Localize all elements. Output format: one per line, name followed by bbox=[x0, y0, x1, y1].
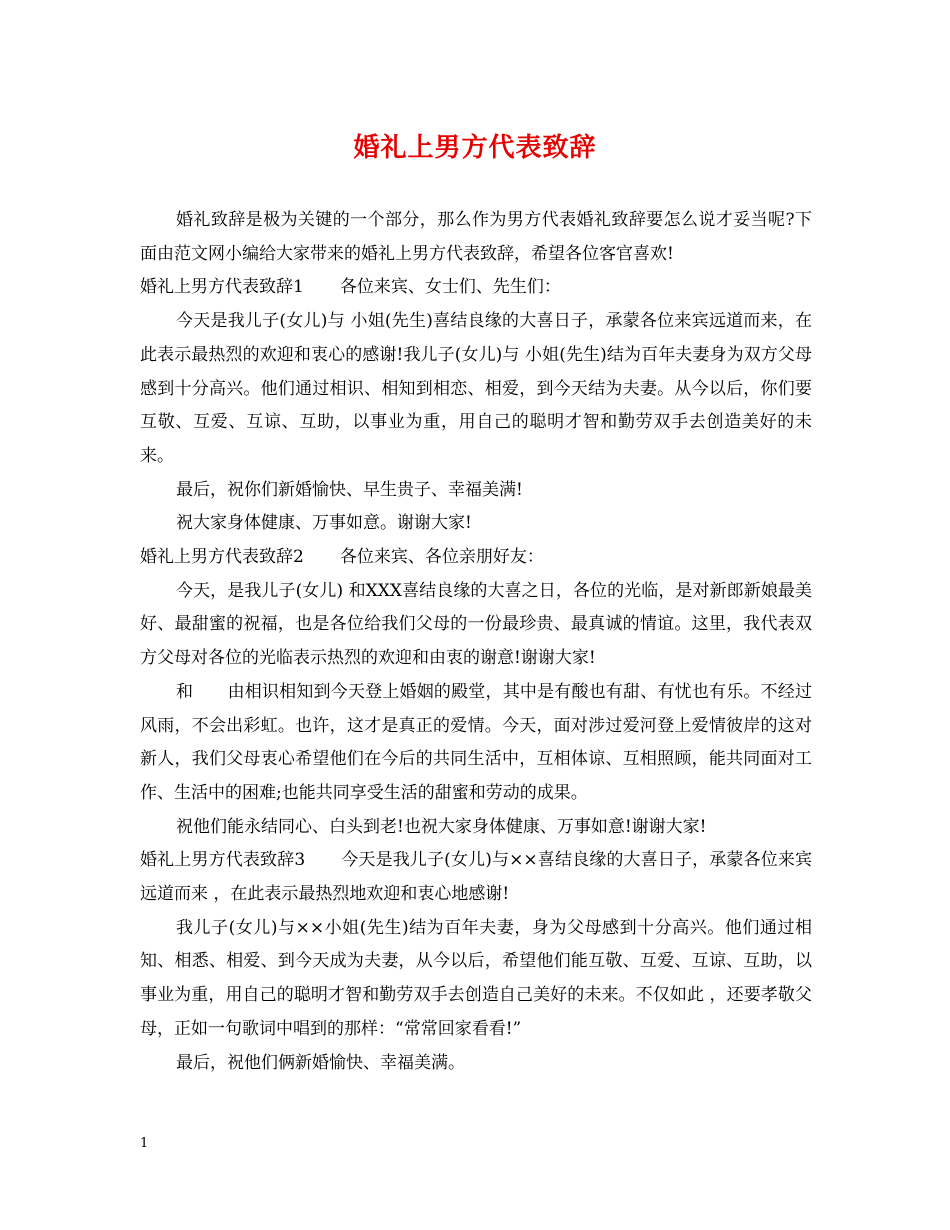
body-paragraph: 今天，是我儿子(女儿) 和XXX喜结良缘的大喜之日，各位的光临，是对新郎新娘最美好、最甜蜜的祝福，也是各位给我们父母的一份最珍贵、最真诚的情谊。这里，我代表双方父母对各位的光临表示热烈的欢迎和由衷的谢意!谢谢大家! bbox=[140, 580, 812, 669]
section-heading: 婚礼上男方代表致辞1 bbox=[140, 277, 304, 298]
section-heading: 婚礼上男方代表致辞3 bbox=[140, 850, 306, 871]
section-greeting: 今天是我儿子(女儿)与××喜结良缘的大喜日子，承蒙各位来宾远道而来 ，在此表示最热烈地欢迎和衷心地感谢! bbox=[140, 850, 812, 905]
body-paragraph: 祝大家身体健康、万事如意。谢谢大家! bbox=[176, 513, 472, 534]
body-paragraph: 最后，祝他们俩新婚愉快、幸福美满。 bbox=[176, 1052, 465, 1073]
section-heading: 婚礼上男方代表致辞2 bbox=[140, 547, 304, 568]
section-heading-line bbox=[140, 541, 812, 575]
body-paragraph: 祝他们能永结同心、白头到老!也祝大家身体健康、万事如意!谢谢大家! bbox=[176, 816, 707, 837]
body-paragraph: 和 由相识相知到今天登上婚姻的殿堂，其中是有酸也有甜、有忧也有乐。不经过风雨，不会出彩虹。也许，这才是真正的爱情。今天，面对涉过爱河登上爱情彼岸的这对新人，我们父母衷心希望他们在今后的共同生活中，互相体谅、互相照顾，能共同面对工作、生活中的困难;也能共同享受生活的甜蜜和劳动的成果。 bbox=[140, 681, 812, 803]
page-number: 1 bbox=[140, 1136, 149, 1151]
section-heading-line bbox=[140, 271, 812, 305]
body-paragraph: 今天是我儿子(女儿)与 小姐(先生)喜结良缘的大喜日子，承蒙各位来宾远道而来，在此表示最热烈的欢迎和衷心的感谢!我儿子(女儿)与 小姐(先生)结为百年夫妻身为双方父母感到十分高兴。他们通过相识、相知到相恋、相爱，到今天结为夫妻。从今以后，你们要互敬、互爱、互谅、互助，以事业为重，用自己的聪明才智和勤劳双手去创造美好的未来。 bbox=[140, 311, 812, 466]
intro-paragraph: 婚礼致辞是极为关键的一个部分，那么作为男方代表婚礼致辞要怎么说才妥当呢?下面由范文网小编给大家带来的婚礼上男方代表致辞，希望各位客官喜欢! bbox=[140, 210, 812, 264]
section-heading-line bbox=[140, 844, 812, 911]
section-greeting: 各位来宾、女士们、先生们： bbox=[339, 277, 561, 298]
document-body bbox=[140, 204, 812, 1080]
document-title: 婚礼上男方代表致辞 bbox=[353, 133, 597, 163]
body-paragraph: 我儿子(女儿)与××小姐(先生)结为百年夫妻，身为父母感到十分高兴。他们通过相知、相悉、相爱、到今天成为夫妻，从今以后，希望他们能互敬、互爱、互谅、互助，以事业为重，用自己的聪明才智和勤劳双手去创造自己美好的未来。不仅如此 ，还要孝敬父母，正如一句歌词中唱到的那样：“常常回家看看!” bbox=[140, 917, 812, 1039]
body-paragraph: 最后，祝你们新婚愉快、早生贵子、幸福美满! bbox=[176, 479, 523, 500]
section-greeting: 各位来宾、各位亲朋好友： bbox=[339, 547, 544, 568]
